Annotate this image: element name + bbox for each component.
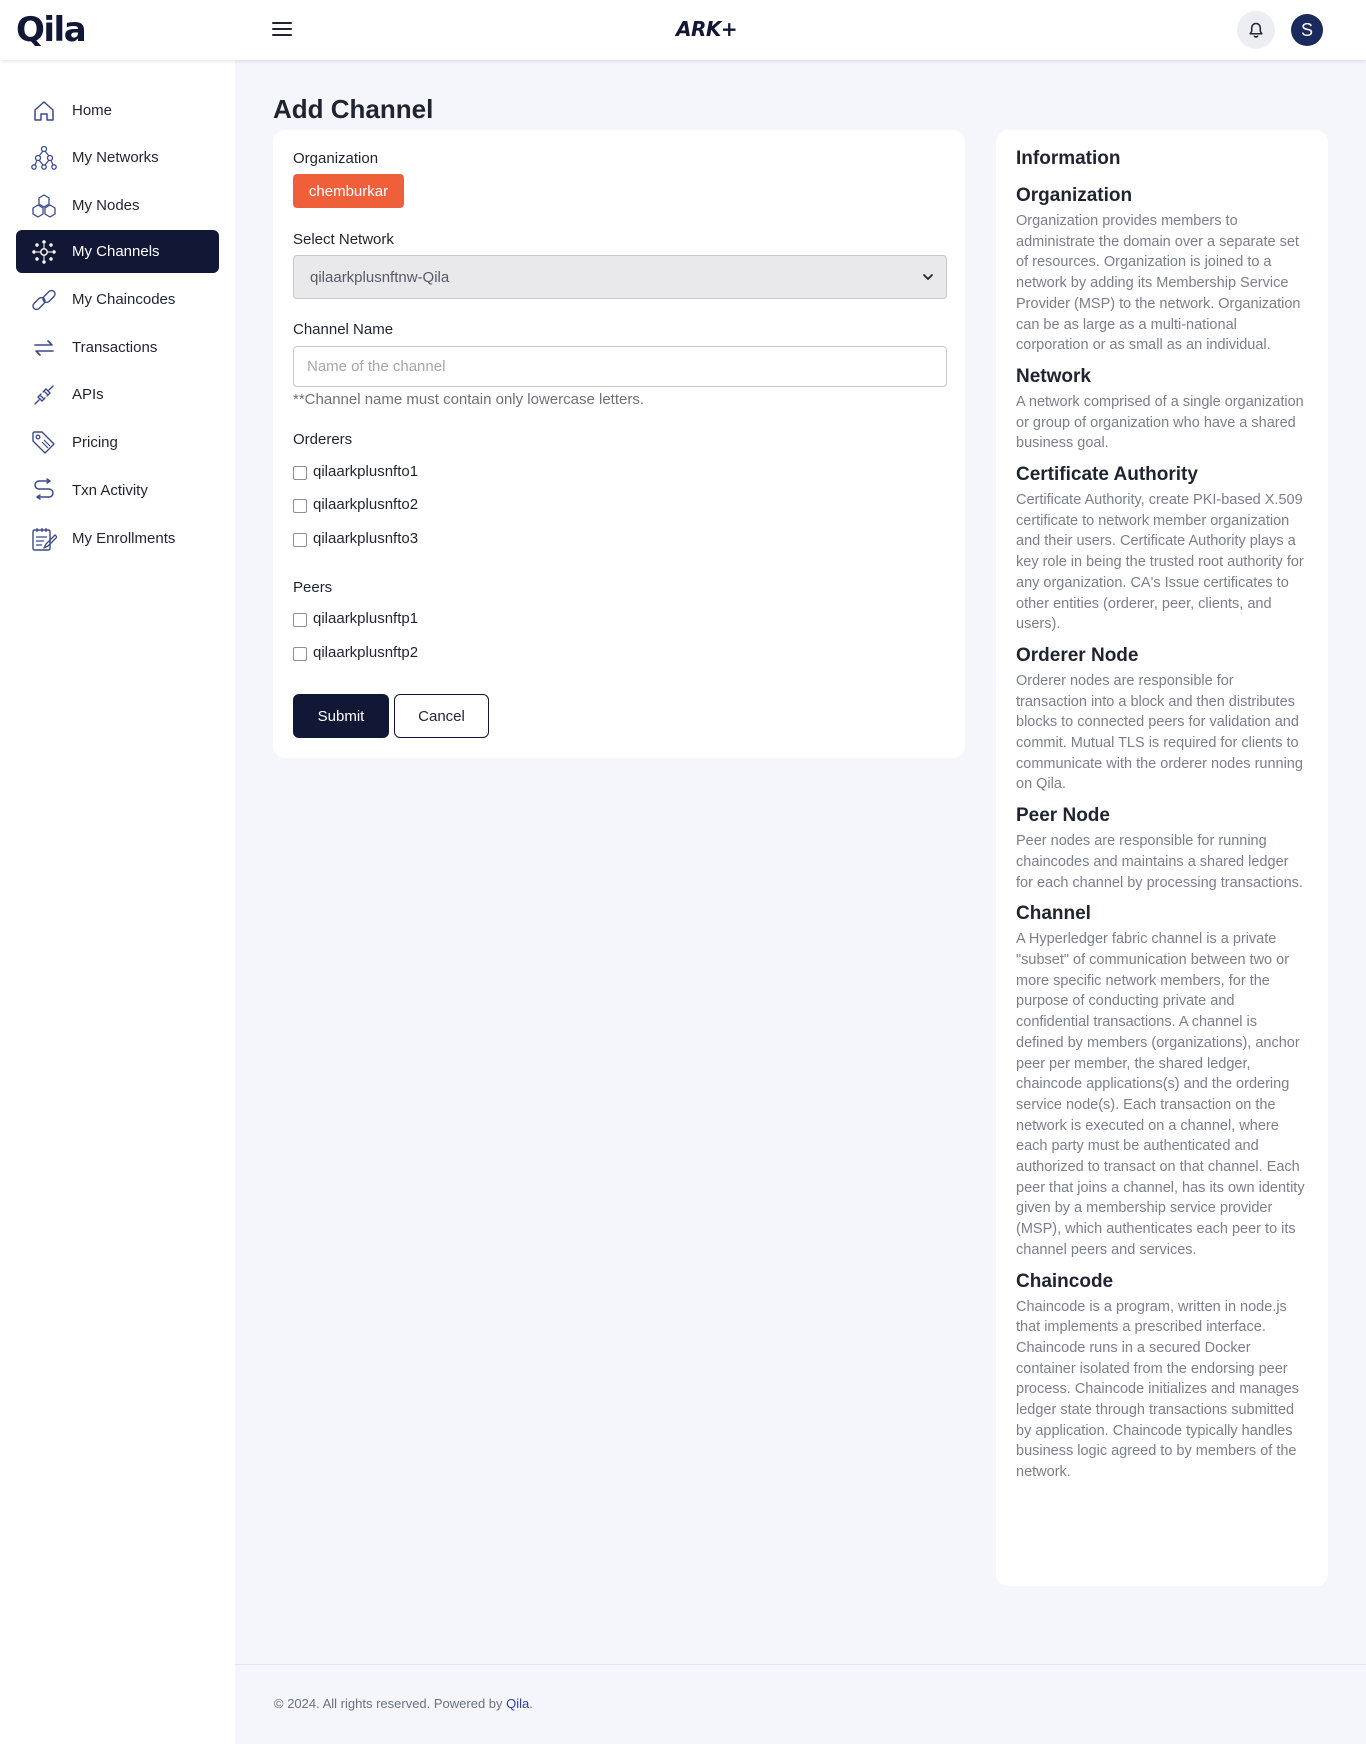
footer-divider xyxy=(235,1664,1366,1665)
sidebar-item-my-nodes[interactable] xyxy=(16,184,219,227)
info-section-channel xyxy=(1016,902,1308,1260)
bell-icon xyxy=(1248,22,1264,39)
enrollment-icon xyxy=(30,525,58,553)
peer-checkbox-1[interactable] xyxy=(293,610,418,627)
info-section-orderer-node xyxy=(1016,644,1308,795)
organization-label: Organization xyxy=(293,150,379,167)
sidebar-item-label: Txn Activity xyxy=(72,482,148,499)
info-text: Peer nodes are responsible for running chaincodes and maintains a shared ledger for each channel by processing transactions. xyxy=(1016,833,1303,891)
orderer-name: qilaarkplusnfto1 xyxy=(313,463,419,480)
submit-button[interactable]: Submit xyxy=(293,694,389,738)
qila-logo[interactable]: Qila xyxy=(16,10,86,50)
chevron-down-icon xyxy=(922,271,934,283)
info-text: Chaincode is a program, written in node.js that implements a prescribed interface. Chaincode runs in a secured Docker container isolated from the endorsing peer process. Chaincode initializes and manages ledger state through transactions submitted by application. Chaincode typically handles business logic agreed to by members of the network. xyxy=(1016,1298,1299,1481)
information-title: Information xyxy=(1016,148,1121,169)
info-heading: Network xyxy=(1016,365,1091,387)
ark-plus-brand: ARK+ xyxy=(676,17,738,41)
user-avatar[interactable]: S xyxy=(1291,14,1323,46)
activity-icon xyxy=(30,477,58,505)
sidebar-item-apis[interactable] xyxy=(16,373,219,416)
info-text: Organization provides members to administrate the domain over a separate set of resources. Organization is joined to a network by adding its Membership Service Provider (MSP) to the network. Organization can be as large as a multi-national corporation or as small as an individual. xyxy=(1016,213,1301,354)
network-select-value: qilaarkplusnftnw-Qila xyxy=(310,268,450,286)
sidebar-item-label: APIs xyxy=(72,386,104,403)
channel-name-input[interactable] xyxy=(293,346,947,387)
orderer-checkbox-2[interactable] xyxy=(293,496,418,513)
info-heading: Chaincode xyxy=(1016,1270,1114,1292)
peer-checkbox-2[interactable] xyxy=(293,644,418,661)
info-section-certificate-authority xyxy=(1016,463,1308,635)
checkbox[interactable] xyxy=(293,533,307,547)
notification-bell-button[interactable] xyxy=(1237,11,1275,49)
top-bar xyxy=(0,0,1366,60)
peer-name: qilaarkplusnftp1 xyxy=(313,610,419,627)
info-section-network xyxy=(1016,365,1308,454)
orderer-checkbox-1[interactable] xyxy=(293,463,418,480)
info-text: Orderer nodes are responsible for transaction into a block and then distributes blocks to connected peers for validation and commit. Mutual TLS is required for clients to communicate with the orderer nodes running on Qila. xyxy=(1016,672,1303,793)
sidebar-item-transactions[interactable] xyxy=(16,326,219,369)
orderers-label: Orderers xyxy=(293,431,353,448)
info-heading: Organization xyxy=(1016,185,1133,206)
arrows-exchange-icon xyxy=(30,334,58,362)
sidebar-item-label: Pricing xyxy=(72,434,118,451)
add-channel-form xyxy=(273,130,965,758)
sidebar-item-my-chaincodes[interactable] xyxy=(16,278,219,321)
channel-name-hint: **Channel name must contain only lowercase letters. xyxy=(293,391,645,408)
info-heading: Certificate Authority xyxy=(1016,464,1198,486)
footer xyxy=(274,1696,533,1711)
orderer-name: qilaarkplusnfto2 xyxy=(313,496,419,513)
chain-link-icon xyxy=(30,286,58,314)
checkbox[interactable] xyxy=(293,499,307,513)
footer-suffix: . xyxy=(529,1696,533,1711)
info-section-chaincode xyxy=(1016,1270,1308,1483)
peers-label: Peers xyxy=(293,579,333,596)
sidebar-item-my-networks[interactable] xyxy=(16,136,219,179)
peer-name: qilaarkplusnftp2 xyxy=(313,644,419,661)
info-heading: Channel xyxy=(1016,903,1091,925)
hamburger-menu-icon[interactable] xyxy=(272,22,292,38)
orderer-name: qilaarkplusnfto3 xyxy=(313,530,419,547)
info-text: Certificate Authority, create PKI-based X.509 certificate to network member organization and their users. Certificate Authority plays a key role in being the trusted root authority for any organization. CA's Issue certificates to other entities (orderer, peer, clients, and users). xyxy=(1016,492,1304,633)
sidebar-item-label: My Nodes xyxy=(72,197,140,214)
footer-qila-link[interactable]: Qila xyxy=(506,1696,530,1711)
info-heading: Orderer Node xyxy=(1016,644,1139,666)
orderer-checkbox-3[interactable] xyxy=(293,530,418,547)
info-section-organization xyxy=(1016,184,1308,356)
sidebar-item-home[interactable] xyxy=(16,89,219,132)
footer-copyright: © 2024. All rights reserved. Powered by xyxy=(274,1696,507,1711)
nodes-icon xyxy=(30,192,58,220)
sidebar-item-label: Transactions xyxy=(72,339,158,356)
channels-icon xyxy=(30,238,58,266)
checkbox[interactable] xyxy=(293,613,307,627)
page-title: Add Channel xyxy=(273,94,434,124)
api-plug-icon xyxy=(30,381,58,409)
organization-badge: chemburkar xyxy=(293,174,404,208)
info-text: A network comprised of a single organization or group of organization who have a shared business goal. xyxy=(1016,393,1304,452)
channel-name-label: Channel Name xyxy=(293,321,394,338)
info-heading: Peer Node xyxy=(1016,805,1110,827)
network-icon xyxy=(30,144,58,172)
checkbox[interactable] xyxy=(293,647,307,661)
cancel-button[interactable]: Cancel xyxy=(394,694,489,738)
info-section-peer-node xyxy=(1016,804,1308,893)
select-network-label: Select Network xyxy=(293,231,394,248)
sidebar-item-my-enrollments[interactable] xyxy=(16,517,219,560)
network-select[interactable] xyxy=(293,255,947,299)
home-icon xyxy=(30,97,58,125)
price-tag-icon xyxy=(30,429,58,457)
sidebar xyxy=(0,60,235,1744)
sidebar-item-txn-activity[interactable] xyxy=(16,469,219,512)
sidebar-item-my-channels[interactable] xyxy=(16,230,219,273)
sidebar-item-label: My Channels xyxy=(72,243,160,260)
sidebar-item-label: Home xyxy=(72,102,113,119)
information-panel xyxy=(996,130,1328,1586)
info-text: A Hyperledger fabric channel is a private "subset" of communication between two or more specific network members, for the purpose of conducting private and confidential transactions. A channel is defined by members (organizations), anchor peer per member, the shared ledger, chaincode applications(s) and the ordering service node(s). Each transaction on the network is executed on a channel, where each party must be authenticated and authorized to transact on that channel. Each peer that joins a channel, has its own identity given by a membership service provider (MSP), which authenticates each peer to its channel peers and services. xyxy=(1016,931,1305,1258)
sidebar-item-label: My Enrollments xyxy=(72,530,176,547)
sidebar-item-pricing[interactable] xyxy=(16,421,219,464)
sidebar-item-label: My Chaincodes xyxy=(72,291,176,308)
sidebar-item-label: My Networks xyxy=(72,149,159,166)
checkbox[interactable] xyxy=(293,466,307,480)
